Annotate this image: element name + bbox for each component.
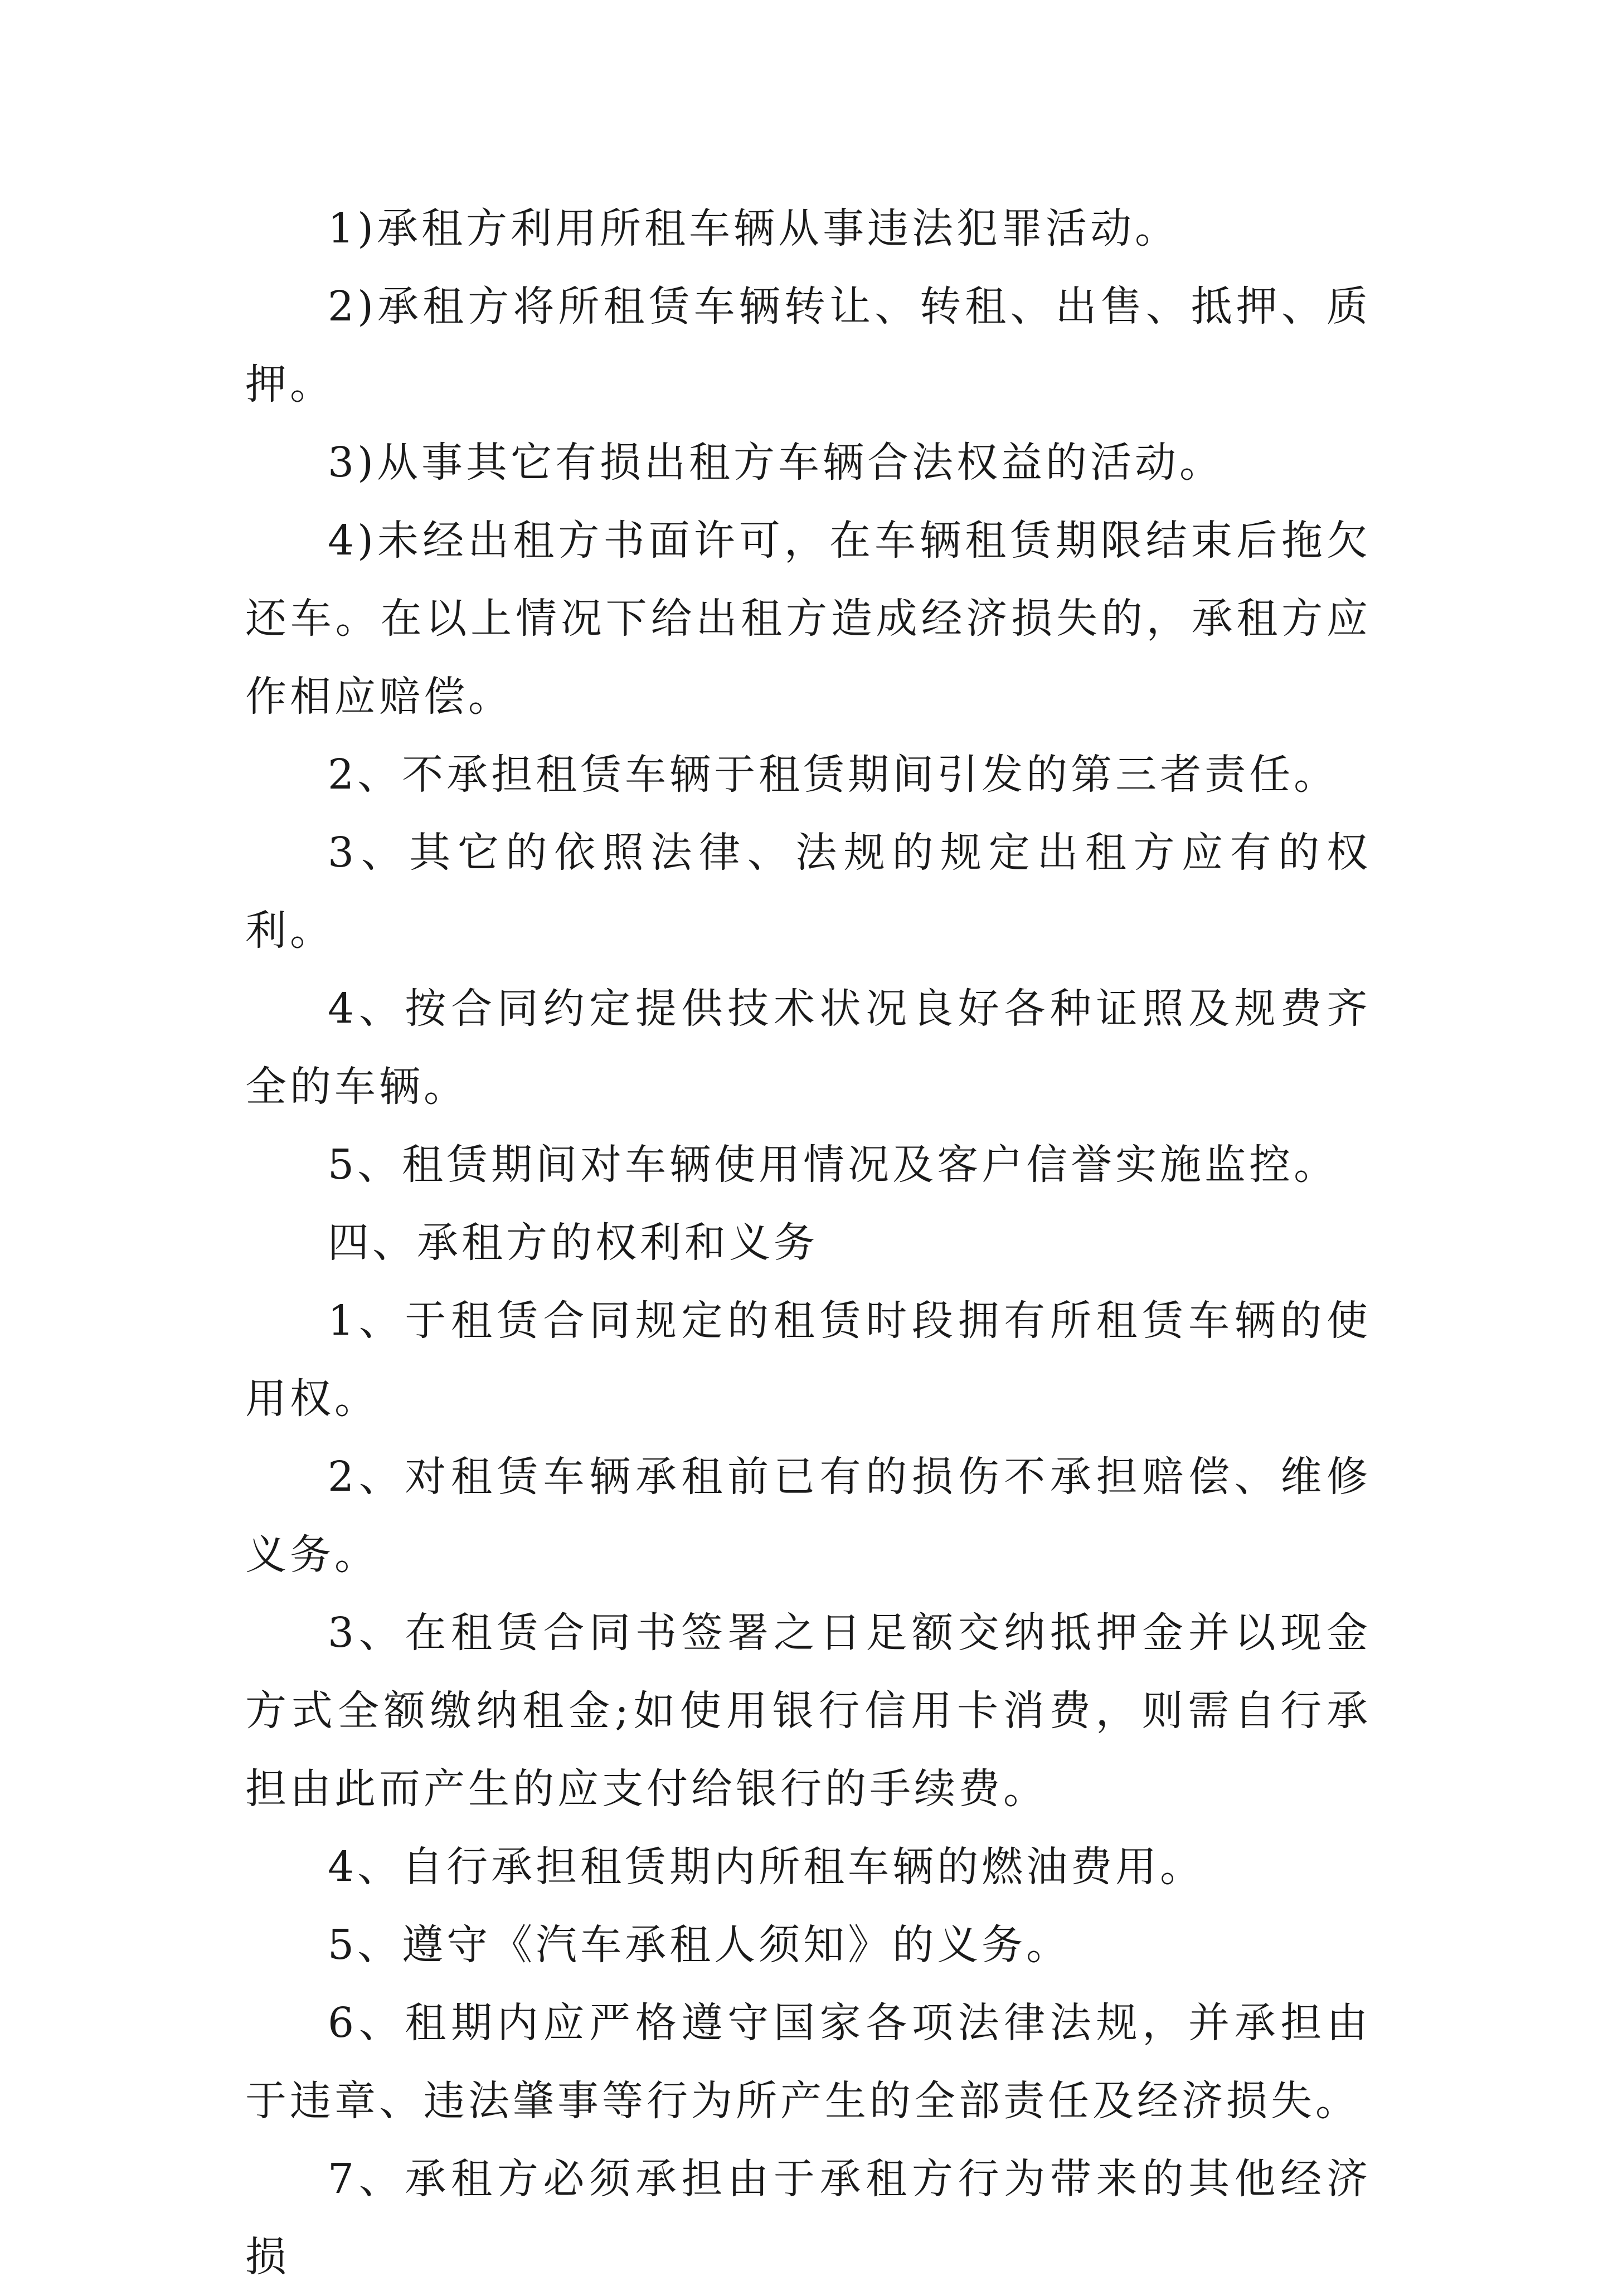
paragraph-duty-4: 4、按合同约定提供技术状况良好各种证照及规费齐全的车辆。 [245, 985, 1371, 1111]
paragraph-right-5: 5、遵守《汽车承租人须知》的义务。 [328, 1921, 1071, 1969]
paragraph-item-1: 1)承租方利用所租车辆从事违法犯罪活动。 [328, 205, 1179, 252]
paragraph-item-4: 4)未经出租方书面许可，在车辆租赁期限结束后拖欠还车。在以上情况下给出租方造成经济损失的，承租方应作相应赔偿。 [245, 517, 1371, 721]
paragraph-right-6: 6、租期内应严格遵守国家各项法律法规，并承担由于违章、违法肇事等行为所产生的全部责任及经济损失。 [245, 1999, 1371, 2125]
paragraph-right-7: 7、承租方必须承担由于承租方行为带来的其他经济损 [245, 2155, 1371, 2281]
paragraph-item-2: 2)承租方将所租赁车辆转让、转租、出售、抵押、质押。 [245, 283, 1371, 408]
paragraph-item-3: 3)从事其它有损出租方车辆合法权益的活动。 [328, 439, 1224, 487]
section-heading: 四、承租方的权利和义务 [328, 1219, 818, 1267]
paragraph-duty-5: 5、租赁期间对车辆使用情况及客户信誉实施监控。 [328, 1141, 1339, 1189]
paragraph-duty-2: 2、不承担租赁车辆于租赁期间引发的第三者责任。 [328, 751, 1339, 799]
paragraph-right-4: 4、自行承担租赁期内所租车辆的燃油费用。 [328, 1843, 1205, 1891]
paragraph-right-1: 1、于租赁合同规定的租赁时段拥有所租赁车辆的使用权。 [245, 1297, 1371, 1423]
paragraph-right-2: 2、对租赁车辆承租前已有的损伤不承担赔偿、维修义务。 [245, 1453, 1371, 1579]
paragraph-right-3: 3、在租赁合同书签署之日足额交纳抵押金并以现金方式全额缴纳租金;如使用银行信用卡消费，则需自行承担由此而产生的应支付给银行的手续费。 [245, 1609, 1371, 1813]
paragraph-duty-3: 3、其它的依照法律、法规的规定出租方应有的权利。 [245, 829, 1371, 955]
document-body [245, 189, 1371, 2296]
